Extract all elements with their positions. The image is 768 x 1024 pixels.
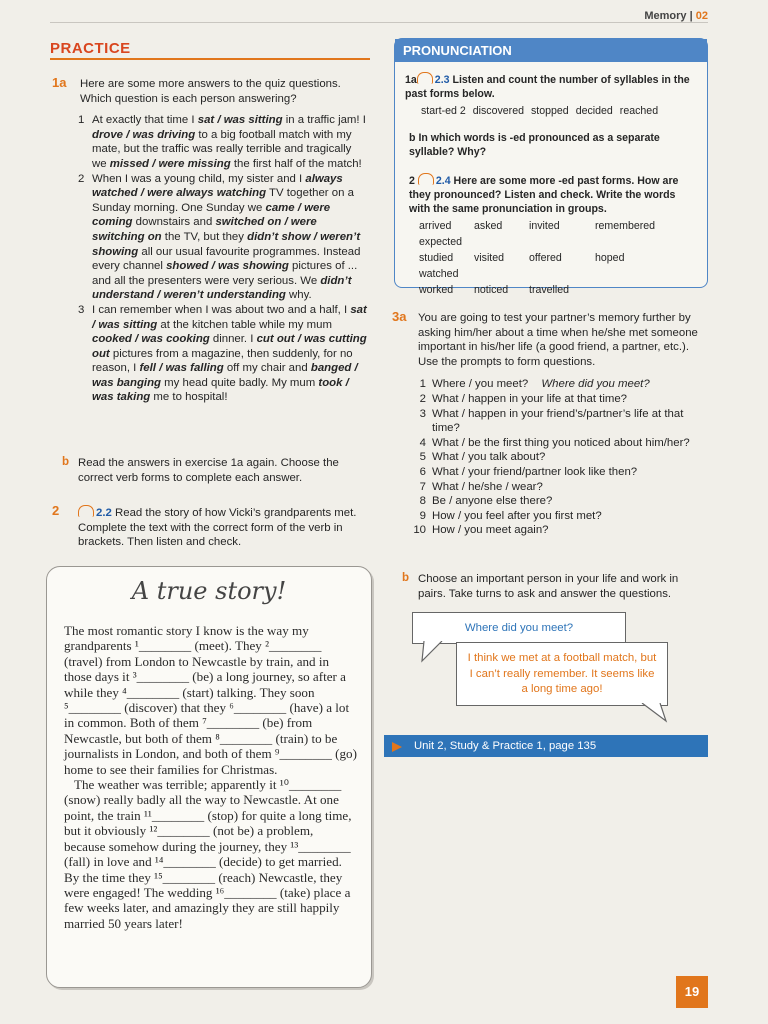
item-number: 2 bbox=[419, 392, 426, 405]
instruction: Read the story of how Vicki’s grandparents met. Complete the text with the correct form of the verb in brackets. Then listen and check. bbox=[78, 507, 357, 549]
item-text: the TV, but they bbox=[161, 230, 248, 243]
item-number: 2 bbox=[78, 172, 85, 185]
word: start-ed 2 bbox=[421, 105, 466, 117]
verb-choice[interactable]: cooked / was cooking bbox=[92, 333, 210, 346]
pronunciation-heading: PRONUNCIATION bbox=[395, 39, 707, 62]
item-number: 3 bbox=[419, 407, 426, 420]
question-item bbox=[410, 377, 708, 392]
story-paragraph-1: The most romantic story I know is the way my grandparents ¹________ (meet). They ²________ (travel) from London to Newcastle by train, and in those days it ³________ (be) a long journey, so after a while they ⁴________ (start) talking. They soon ⁵________ (discover) that they ⁶________ (have) a lot in common. Both of them ⁷________ (be) from Newcastle, but both of them ⁸________ (train) to be journalists in London, and both of them ⁹________ (go) home to see their families for Christmas. bbox=[64, 623, 357, 777]
verb-choice[interactable]: took / was taking bbox=[92, 376, 349, 404]
item-text: dinner. I bbox=[209, 333, 257, 346]
item-text: off my chair and bbox=[223, 362, 311, 375]
track-number: 2.2 bbox=[96, 507, 112, 519]
item-number: 9 bbox=[419, 509, 426, 522]
item-text: At exactly that time I bbox=[92, 114, 198, 127]
item-number: 6 bbox=[419, 465, 426, 478]
section-name: Memory bbox=[644, 10, 687, 22]
audio-icon[interactable] bbox=[78, 505, 94, 517]
story-box bbox=[46, 566, 372, 988]
question-list bbox=[392, 377, 708, 538]
item-text: downstairs and bbox=[132, 216, 216, 229]
item-number: 7 bbox=[419, 480, 426, 493]
question-item bbox=[410, 480, 708, 495]
exercise-item bbox=[78, 113, 367, 171]
audio-icon[interactable] bbox=[418, 173, 434, 185]
exercise-number: 3a bbox=[392, 309, 407, 324]
word: reached bbox=[619, 105, 659, 117]
bubble-tail-icon bbox=[640, 703, 670, 723]
item-number: 5 bbox=[419, 451, 426, 464]
exercise-items bbox=[52, 113, 367, 405]
word: offered bbox=[529, 251, 562, 264]
word: watched bbox=[419, 267, 459, 280]
verb-choice[interactable]: didn’t understand / weren’t understanding bbox=[92, 274, 352, 302]
item-text: TV together on a Sunday morning. One Sunday we bbox=[92, 187, 354, 214]
exercise-2 bbox=[52, 505, 367, 550]
word: hoped bbox=[595, 251, 625, 264]
bubble-tail-icon bbox=[420, 641, 450, 663]
item-number: 4 bbox=[419, 436, 426, 449]
item-text: all our usual favourite programmes. Instead every channel bbox=[92, 245, 361, 273]
prompt: What / be the first thing you noticed about him/her? bbox=[432, 436, 690, 449]
question-item bbox=[410, 465, 708, 480]
exercise-3a bbox=[392, 311, 708, 538]
verb-choice[interactable]: missed / were missing bbox=[109, 157, 231, 170]
item-text: the first half of the match! bbox=[230, 157, 362, 170]
question-item bbox=[410, 494, 708, 509]
item-number: 3 bbox=[78, 303, 85, 316]
exercise-number: 1a bbox=[52, 75, 67, 90]
track-number: 2.3 bbox=[434, 74, 450, 86]
top-rule bbox=[50, 22, 708, 23]
speech-bubble-question bbox=[412, 612, 626, 644]
item-text: When I was a young child, my sister and I bbox=[92, 172, 306, 185]
story-text bbox=[64, 623, 357, 931]
bubble-text: I think we met at a football match, but I can’t really remember. It seems like a long time ago! bbox=[467, 652, 657, 695]
verb-choice[interactable]: didn’t show / weren’t showing bbox=[92, 230, 361, 258]
exercise-number: 2 bbox=[52, 503, 60, 518]
verb-choice[interactable]: came / were coming bbox=[92, 201, 331, 229]
word: studied bbox=[419, 251, 454, 264]
question-item bbox=[410, 436, 708, 451]
item-text: pictures from a magazine, then suddenly, for no reason, I bbox=[92, 347, 353, 375]
exercise-item bbox=[78, 303, 367, 405]
prompt: How / you meet again? bbox=[432, 524, 549, 537]
verb-choice[interactable]: sat / was sitting bbox=[92, 303, 367, 331]
exercise-number: 2 bbox=[409, 174, 415, 187]
example-answer: Where did you meet? bbox=[538, 378, 650, 391]
prompt: How / you feel after you first met? bbox=[432, 509, 602, 522]
running-head: Memory | 02 bbox=[644, 10, 708, 22]
verb-choice[interactable]: drove / was driving bbox=[92, 128, 196, 141]
prompt: What / your friend/partner look like then? bbox=[432, 465, 638, 478]
item-text: me to hospital! bbox=[150, 391, 228, 404]
exercise-number: b bbox=[402, 572, 410, 584]
item-text: in a traffic jam! I bbox=[282, 114, 366, 127]
practice-heading: PRACTICE bbox=[50, 40, 131, 57]
exercise-item bbox=[78, 172, 367, 303]
pronunciation-box bbox=[394, 38, 708, 296]
exercise-1b bbox=[62, 456, 367, 485]
instruction: In which words is -ed pronounced as a separate syllable? Why? bbox=[409, 131, 660, 158]
item-number: 8 bbox=[419, 495, 426, 508]
question-item bbox=[410, 407, 708, 436]
arrow-icon bbox=[392, 742, 402, 752]
instruction: You are going to test your partner’s memory further by asking him/her about a time when he/she met someone important in his/her life (a good friend, a partner, etc.). Use the prompts to form questions. bbox=[418, 312, 698, 368]
audio-icon[interactable] bbox=[417, 72, 433, 84]
instruction: Choose an important person in your life and work in pairs. Take turns to ask and answer the questions. bbox=[418, 573, 679, 600]
verb-choice[interactable]: sat / was sitting bbox=[197, 114, 283, 127]
word-grid bbox=[405, 218, 697, 314]
prompt: Where / you meet? bbox=[432, 378, 529, 391]
question-item bbox=[410, 392, 708, 407]
verb-choice[interactable]: always watched / were always watching bbox=[92, 172, 343, 200]
word-row bbox=[419, 218, 697, 250]
item-text: at the kitchen table while my mum bbox=[157, 318, 332, 331]
prompt: What / happen in your life at that time? bbox=[432, 392, 628, 405]
prompt: What / happen in your friend’s/partner’s life at that time? bbox=[432, 407, 684, 435]
word: travelled bbox=[529, 283, 570, 296]
story-paragraph-2: The weather was terrible; apparently it ¹⁰________ (snow) really badly all the way to Newcastle. At one point, the train ¹¹________ (stop) for quite a long time, but it obviously ¹²________ (not be) a problem, because somehow during the journey, they ¹³________ (fall) in love and ¹⁴________ (decide) to get married. By the time they ¹⁵________ (reach) Newcastle, they were engaged! The wedding ¹⁶________ (take) place a few weeks later, and amazingly they are still happily married 50 years later! bbox=[64, 777, 352, 931]
track-number: 2.4 bbox=[435, 174, 451, 187]
word: stopped bbox=[530, 105, 569, 117]
speech-bubble-answer bbox=[456, 642, 668, 706]
word: expected bbox=[419, 235, 462, 248]
instruction: Read the answers in exercise 1a again. Choose the correct verb forms to complete each answer. bbox=[78, 457, 339, 484]
word: asked bbox=[474, 219, 503, 232]
question-item bbox=[410, 450, 708, 465]
word: noticed bbox=[474, 283, 509, 296]
word-list bbox=[405, 104, 697, 119]
question-item bbox=[410, 523, 708, 538]
item-number: 1 bbox=[78, 114, 85, 127]
exercise-number: b bbox=[62, 456, 70, 468]
item-text: to a big football match with my mate, but the traffic was really terrible and tragically we bbox=[92, 128, 352, 170]
verb-choice[interactable]: showed / was showing bbox=[166, 260, 289, 273]
exercise-3b bbox=[402, 572, 708, 601]
word: discovered bbox=[472, 105, 524, 117]
instruction: Here are some more answers to the quiz questions. Which question is each person answering? bbox=[80, 78, 341, 105]
prompt: What / he/she / wear? bbox=[432, 480, 543, 493]
word: remembered bbox=[595, 219, 656, 232]
verb-choice[interactable]: switched on / were switching on bbox=[92, 216, 317, 243]
exercise-number: 1a bbox=[405, 74, 417, 86]
item-text: why. bbox=[285, 289, 312, 302]
prompt: What / you talk about? bbox=[432, 451, 546, 464]
exercise-number: b bbox=[409, 131, 416, 144]
study-practice-link[interactable]: Unit 2, Study & Practice 1, page 135 bbox=[384, 735, 708, 757]
practice-rule bbox=[50, 58, 370, 60]
exercise-1a bbox=[52, 77, 367, 405]
item-text: pictures of ... and all the presenters were very serious. We bbox=[92, 260, 358, 287]
word: arrived bbox=[419, 219, 452, 232]
word-row bbox=[419, 282, 697, 314]
instruction: Here are some more -ed past forms. How are they pronounced? Listen and check. Write the words with the same pronunciation in groups. bbox=[409, 174, 679, 215]
verb-choice[interactable]: cut out / was cutting out bbox=[92, 333, 367, 360]
item-text: my head quite badly. My mum bbox=[160, 376, 319, 389]
item-number: 10 bbox=[413, 524, 426, 537]
page-number: 19 bbox=[676, 976, 708, 1008]
unit-number: 02 bbox=[695, 10, 708, 22]
word: visited bbox=[474, 251, 505, 264]
question-item bbox=[410, 509, 708, 524]
instruction: Listen and count the number of syllables in the past forms below. bbox=[405, 74, 690, 100]
word: invited bbox=[529, 219, 560, 232]
verb-choice[interactable]: banged / was banging bbox=[92, 362, 358, 389]
story-title: A true story! bbox=[131, 577, 287, 605]
word-row bbox=[419, 250, 697, 282]
word: worked bbox=[419, 283, 454, 296]
bubble-text: Where did you meet? bbox=[464, 622, 574, 634]
word: decided bbox=[575, 105, 613, 117]
item-number: 1 bbox=[419, 378, 426, 391]
prompt: Be / anyone else there? bbox=[432, 495, 553, 508]
verb-choice[interactable]: fell / was falling bbox=[139, 362, 224, 375]
item-text: I can remember when I was about two and a half, I bbox=[92, 303, 351, 316]
